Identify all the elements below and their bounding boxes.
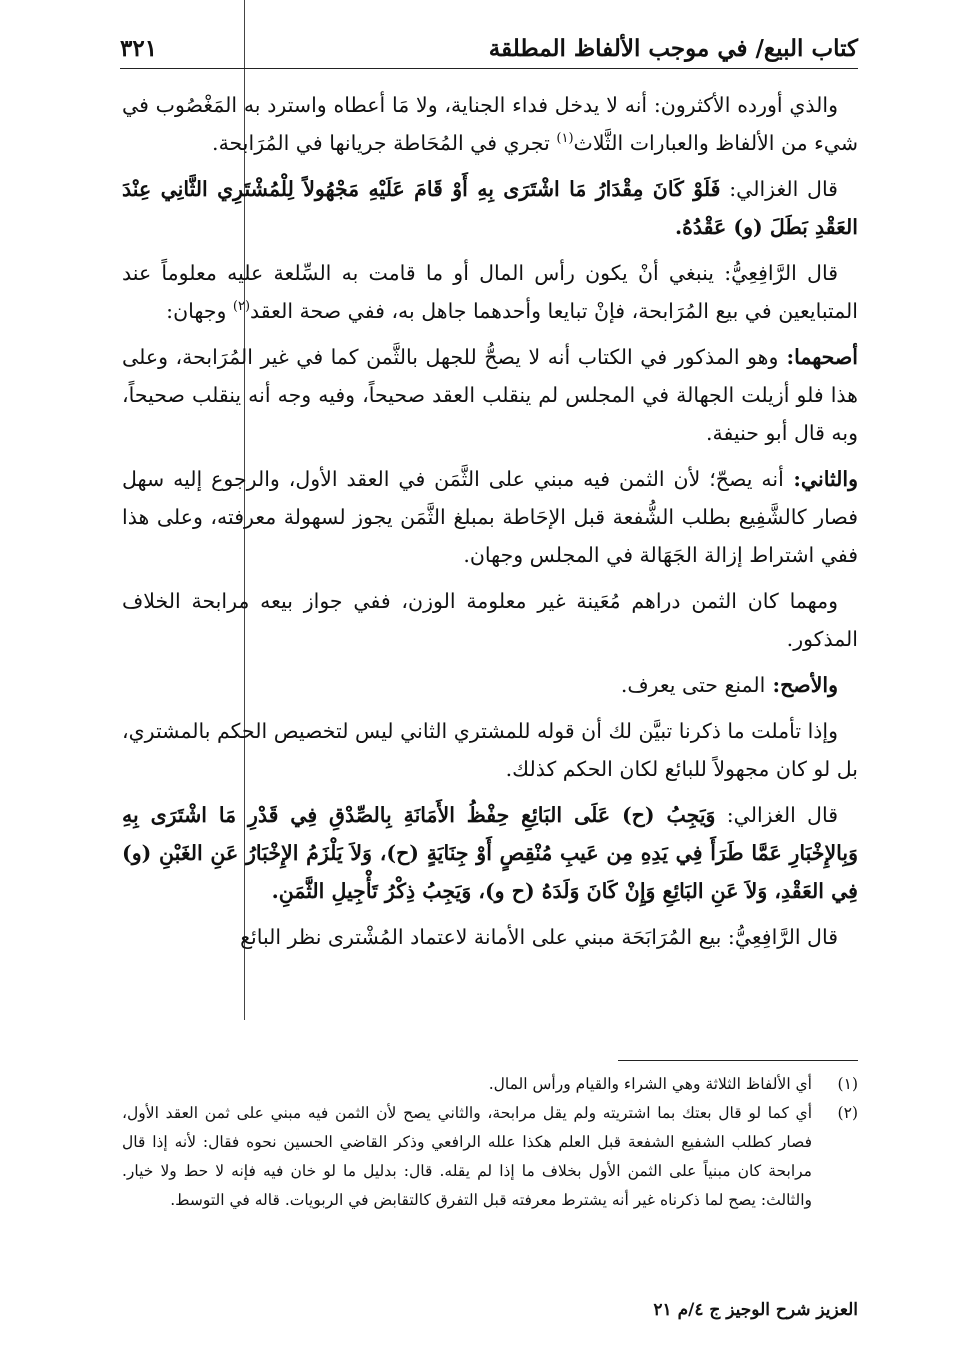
- paragraph-4: أصحهما: وهو المذكور في الكتاب أنه لا يصحُّ للجهل بالثَّمن كما في غير المُرَابحة، وعلى هذا فلو أزيلت الجهالة في المجلس لم ينقلب العقد صحيحاً، وفيه وجه أنه ينقلب صحيحاً، وبه قال أبو حنيفة.: [122, 345, 858, 445]
- paragraph-8: وإذا تأملت ما ذكرنا تبيَّن لك أن قوله للمشتري الثاني ليس لتخصيص الحكم بالمشتري، بل لو كان مجهولاً للبائع لكان الحكم كذلك.: [122, 719, 858, 781]
- footnote-2: [122, 1099, 858, 1215]
- footnotes: [122, 1070, 858, 1215]
- footnote-text: أي كما لو قال بعتك بما اشتريته ولم يقل مرابحة، والثاني يصح لأن الثمن فيه مبني على ثمن العقد الأول، فصار كطلب الشفيع الشفعة قبل العلم هكذا علله الرافعي وذكر القاضي الحسين نحوه فقال: لأنه إذا قال مرابحة كان مبنياً على الثمن الأول بخلاف ما إذا لم يقله. قال: بدليل ما لو خان فيه فإنه لا حط ولا خيار. والثالث: يصح لما ذكرناه غير أنه يشترط معرفته قبل التفرق كالتقابض في الربويات. قاله في التوسط.: [122, 1104, 812, 1209]
- footnote-number: (٢): [837, 1104, 858, 1122]
- running-header: [120, 28, 858, 69]
- signature-mark: العزيز شرح الوجيز ج ٤/م ٢١: [653, 1300, 858, 1320]
- paragraph-9: قال الغزالي: وَيَجِبُ (ح) عَلَى البَائِعِ حِفْظُ الأَمَانَةِ بِالصِّدْقِ فِي قَدْرِ مَا اشْتَرَى بِهِ وَبِالإِخْبَارِ عَمَّا طَرَأَ فِي يَدِهِ مِن عَيبِ مُنْقِصٍ أَوْ جِنَايَةٍ (ح)، وَلاَ يَلْزَمُ الإِخْبَارُ عَنِ الغَبْنِ (و) فِي العَقْدِ، وَلاَ عَنِ البَائِعِ وَإِنْ كَانَ وَلَدَهُ (ح و)، وَيَجِبُ ذِكْرُ تَأْجِيلِ الثَّمَنِ.: [122, 803, 858, 903]
- header-title: كتاب البيع/ في موجب الألفاظ المطلقة: [488, 34, 858, 62]
- footnote-number: (١): [837, 1075, 858, 1093]
- paragraph-6: ومهما كان الثمن دراهم مُعَينة غير معلومة الوزن، ففي جواز بيعه مرابحة الخلاف المذكور.: [122, 589, 858, 651]
- footnote-separator: [618, 1060, 858, 1061]
- paragraph-5: والثاني: أنه يصحّ؛ لأن الثمن فيه مبني على الثَّمَن في العقد الأول، والرجوع إليه سهل فصار كالشَّفِيع بطلب الشُّفعة قبل الإحَاطة بمبلغ الثَّمَن يجوز لسهولة معرفته، وعلى هذا ففي اشتراط إزالة الجَهَالة في المجلس وجهان.: [122, 467, 858, 567]
- paragraph-3: قال الرَّافِعِيُّ: ينبغي أنْ يكون رأس المال أو ما قامت به السِّلعة عليه معلوماً عند المتبايعين في بيع المُرَابحة، فإنْ تبايعا وأحدهما جاهل به، ففي صحة العقد$^{(٢)}$ وجهان:: [122, 261, 858, 323]
- footnote-1: [122, 1070, 858, 1099]
- paragraph-10: قال الرَّافِعِيُّ: بيع المُرَابَحَة مبني على الأمانة لاعتماد المُشْترى نظر البائع: [240, 925, 838, 949]
- page-number: ٣٢١: [120, 34, 158, 62]
- paragraph-1: والذي أورده الأكثرون: أنه لا يدخل فداء الجناية، ولا مَا أعطاه واسترد به المَغْصُوب في شيء من الألفاظ والعبارات الثَّلاث$^{(١)}$ تجري في المُحَاطة جريانها في المُرَابحة.: [122, 93, 858, 155]
- footnote-text: أي الألفاظ الثلاثة وهي الشراء والقيام ورأس المال.: [488, 1075, 812, 1093]
- paragraph-2: قال الغزالي: فَلَوْ كَانَ مِقْدَارُ مَا اشْتَرَى بِهِ أَوْ قَامَ عَلَيْهِ مَجْهُولاً لِلْمُشْتَرِي الثَّانِي عِنْدَ العَقْدِ بَطَلَ (و) عَقْدُهُ.: [122, 177, 858, 239]
- paragraph-7: والأصح: المنع حتى يعرف.: [620, 673, 838, 697]
- main-text: [122, 86, 858, 964]
